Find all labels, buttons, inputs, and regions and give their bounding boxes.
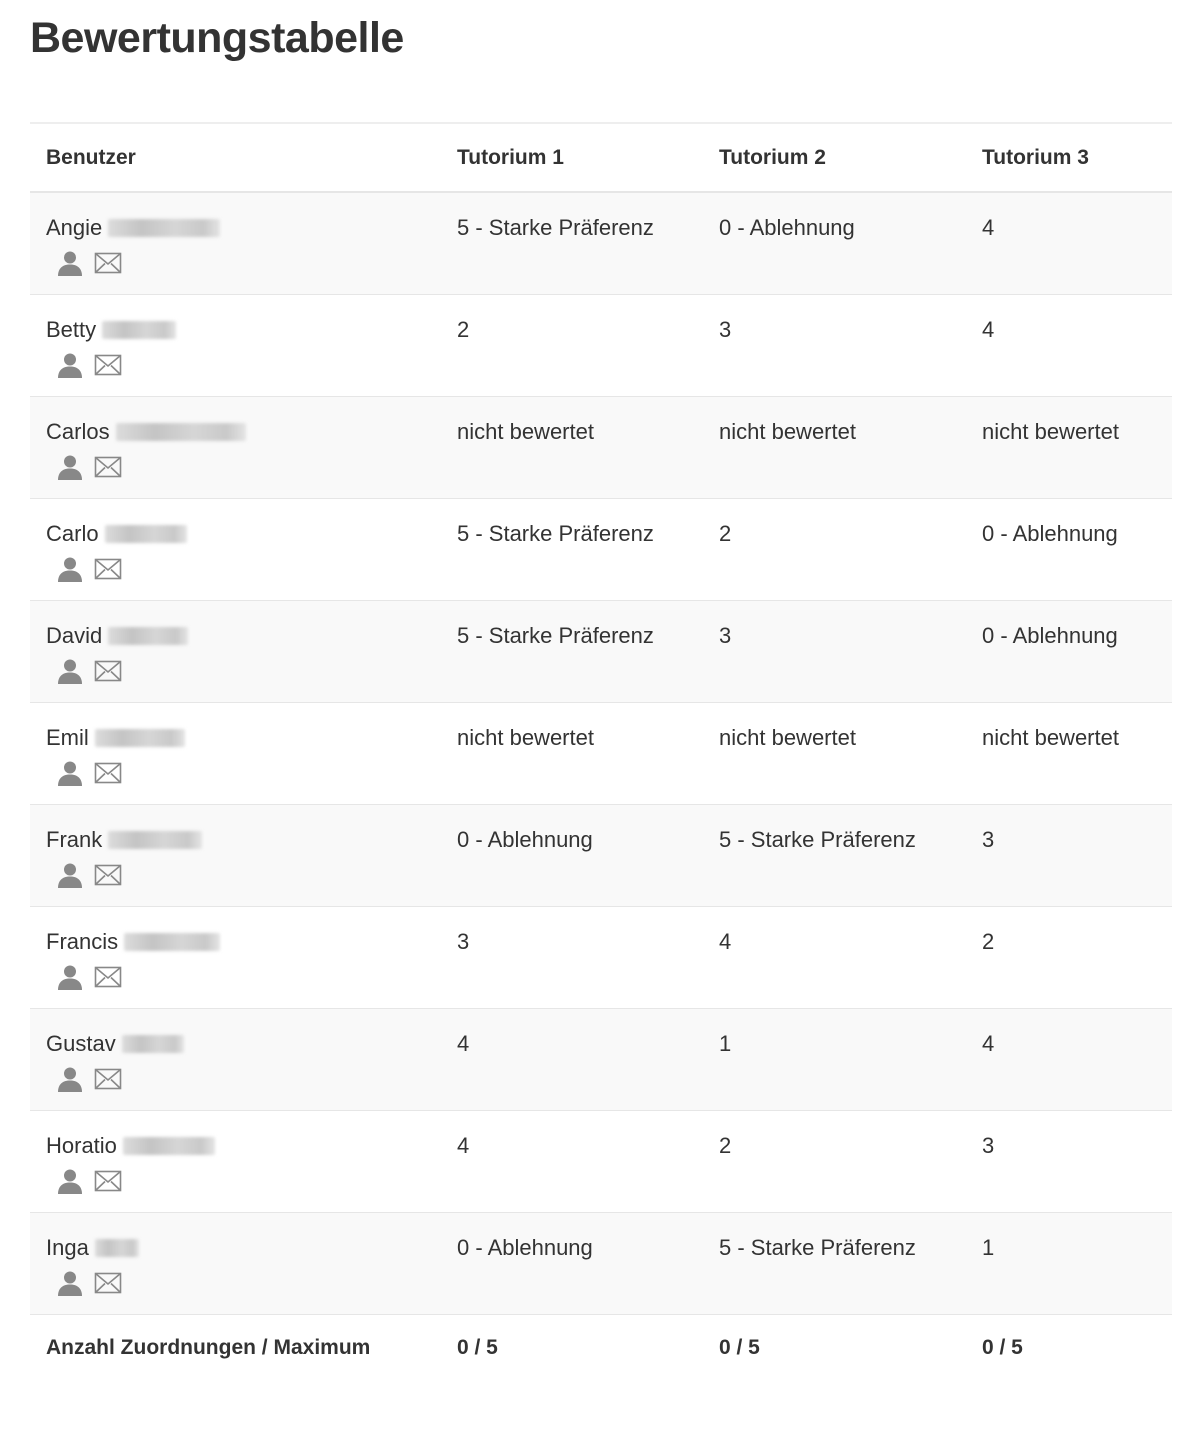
rating-tutorium-3: 0 - Ablehnung — [966, 600, 1172, 702]
envelope-icon[interactable] — [94, 1272, 122, 1294]
rating-tutorium-1: 4 — [441, 1110, 703, 1212]
rating-tutorium-2: 3 — [703, 294, 966, 396]
user-cell — [30, 396, 441, 498]
user-name[interactable]: Emil — [46, 724, 89, 750]
user-name[interactable]: Francis — [46, 928, 119, 954]
user-name[interactable]: Horatio — [46, 1132, 117, 1158]
redacted-surname — [122, 1035, 184, 1053]
rating-tutorium-1: 5 - Starke Präferenz — [441, 600, 703, 702]
header-user: Benutzer — [30, 123, 441, 192]
user-name[interactable]: Betty — [46, 316, 97, 342]
rating-tutorium-1: 3 — [441, 906, 703, 1008]
rating-tutorium-2: 2 — [703, 498, 966, 600]
user-name[interactable]: Gustav — [46, 1030, 116, 1056]
footer-tutorium-1: 0 / 5 — [441, 1314, 703, 1382]
rating-tutorium-3: 3 — [966, 1110, 1172, 1212]
user-cell — [30, 906, 441, 1008]
redacted-surname — [102, 321, 176, 339]
rating-tutorium-2: 5 - Starke Präferenz — [703, 1212, 966, 1314]
rating-tutorium-3: 4 — [966, 192, 1172, 294]
rating-tutorium-2: 3 — [703, 600, 966, 702]
table-row — [30, 804, 1172, 906]
user-profile-icon[interactable] — [56, 657, 84, 685]
user-cell — [30, 702, 441, 804]
rating-tutorium-1: 2 — [441, 294, 703, 396]
user-profile-icon[interactable] — [56, 453, 84, 481]
user-cell — [30, 498, 441, 600]
user-name[interactable]: Carlo — [46, 520, 99, 546]
user-cell — [30, 1008, 441, 1110]
user-cell — [30, 1212, 441, 1314]
user-profile-icon[interactable] — [56, 249, 84, 277]
page-title: Bewertungstabelle — [30, 14, 404, 62]
rating-table — [30, 122, 1172, 1382]
user-profile-icon[interactable] — [56, 963, 84, 991]
redacted-surname — [108, 831, 202, 849]
table-row — [30, 498, 1172, 600]
redacted-surname — [108, 627, 188, 645]
redacted-surname — [108, 219, 220, 237]
rating-tutorium-3: 1 — [966, 1212, 1172, 1314]
envelope-icon[interactable] — [94, 966, 122, 988]
footer-tutorium-2: 0 / 5 — [703, 1314, 966, 1382]
envelope-icon[interactable] — [94, 762, 122, 784]
redacted-surname — [105, 525, 187, 543]
user-profile-icon[interactable] — [56, 1269, 84, 1297]
user-name[interactable]: Inga — [46, 1234, 89, 1260]
rating-tutorium-1: nicht bewertet — [441, 702, 703, 804]
rating-tutorium-1: 4 — [441, 1008, 703, 1110]
user-name[interactable]: David — [46, 622, 103, 648]
user-cell — [30, 600, 441, 702]
rating-tutorium-2: 4 — [703, 906, 966, 1008]
envelope-icon[interactable] — [94, 1170, 122, 1192]
rating-tutorium-2: 2 — [703, 1110, 966, 1212]
user-profile-icon[interactable] — [56, 1065, 84, 1093]
rating-tutorium-2: 1 — [703, 1008, 966, 1110]
table-row — [30, 906, 1172, 1008]
header-tutorium-1: Tutorium 1 — [441, 123, 703, 192]
rating-tutorium-3: 0 - Ablehnung — [966, 498, 1172, 600]
user-name[interactable]: Carlos — [46, 418, 110, 444]
rating-tutorium-3: 4 — [966, 294, 1172, 396]
table-row — [30, 192, 1172, 294]
user-cell — [30, 1110, 441, 1212]
table-body — [30, 192, 1172, 1314]
envelope-icon[interactable] — [94, 864, 122, 886]
user-cell — [30, 804, 441, 906]
rating-tutorium-3: nicht bewertet — [966, 396, 1172, 498]
table-header-row — [30, 123, 1172, 192]
rating-tutorium-1: 5 - Starke Präferenz — [441, 192, 703, 294]
user-profile-icon[interactable] — [56, 861, 84, 889]
redacted-surname — [116, 423, 246, 441]
user-profile-icon[interactable] — [56, 1167, 84, 1195]
envelope-icon[interactable] — [94, 660, 122, 682]
user-name[interactable]: Frank — [46, 826, 103, 852]
envelope-icon[interactable] — [94, 1068, 122, 1090]
rating-tutorium-1: 0 - Ablehnung — [441, 804, 703, 906]
rating-tutorium-3: nicht bewertet — [966, 702, 1172, 804]
envelope-icon[interactable] — [94, 558, 122, 580]
rating-tutorium-2: nicht bewertet — [703, 702, 966, 804]
footer-tutorium-3: 0 / 5 — [966, 1314, 1172, 1382]
table-row — [30, 702, 1172, 804]
header-tutorium-2: Tutorium 2 — [703, 123, 966, 192]
redacted-surname — [95, 729, 185, 747]
table-footer-row — [30, 1314, 1172, 1382]
table-row — [30, 1008, 1172, 1110]
user-name[interactable]: Angie — [46, 215, 103, 240]
rating-tutorium-3: 4 — [966, 1008, 1172, 1110]
rating-tutorium-2: 5 - Starke Präferenz — [703, 804, 966, 906]
table-row — [30, 396, 1172, 498]
rating-tutorium-1: 5 - Starke Präferenz — [441, 498, 703, 600]
user-cell — [30, 192, 441, 294]
rating-tutorium-1: nicht bewertet — [441, 396, 703, 498]
table-row — [30, 294, 1172, 396]
footer-label: Anzahl Zuordnungen / Maximum — [30, 1314, 441, 1382]
header-tutorium-3: Tutorium 3 — [966, 123, 1172, 192]
table-row — [30, 600, 1172, 702]
rating-tutorium-3: 2 — [966, 906, 1172, 1008]
table-row — [30, 1212, 1172, 1314]
redacted-surname — [95, 1239, 139, 1257]
rating-tutorium-3: 3 — [966, 804, 1172, 906]
rating-tutorium-2: 0 - Ablehnung — [703, 192, 966, 294]
rating-tutorium-2: nicht bewertet — [703, 396, 966, 498]
user-profile-icon[interactable] — [56, 759, 84, 787]
envelope-icon[interactable] — [94, 354, 122, 376]
rating-tutorium-1: 0 - Ablehnung — [441, 1212, 703, 1314]
user-profile-icon[interactable] — [56, 351, 84, 379]
table-row — [30, 1110, 1172, 1212]
redacted-surname — [123, 1137, 215, 1155]
envelope-icon[interactable] — [94, 456, 122, 478]
envelope-icon[interactable] — [94, 252, 122, 274]
redacted-surname — [124, 933, 220, 951]
user-profile-icon[interactable] — [56, 555, 84, 583]
user-cell — [30, 294, 441, 396]
